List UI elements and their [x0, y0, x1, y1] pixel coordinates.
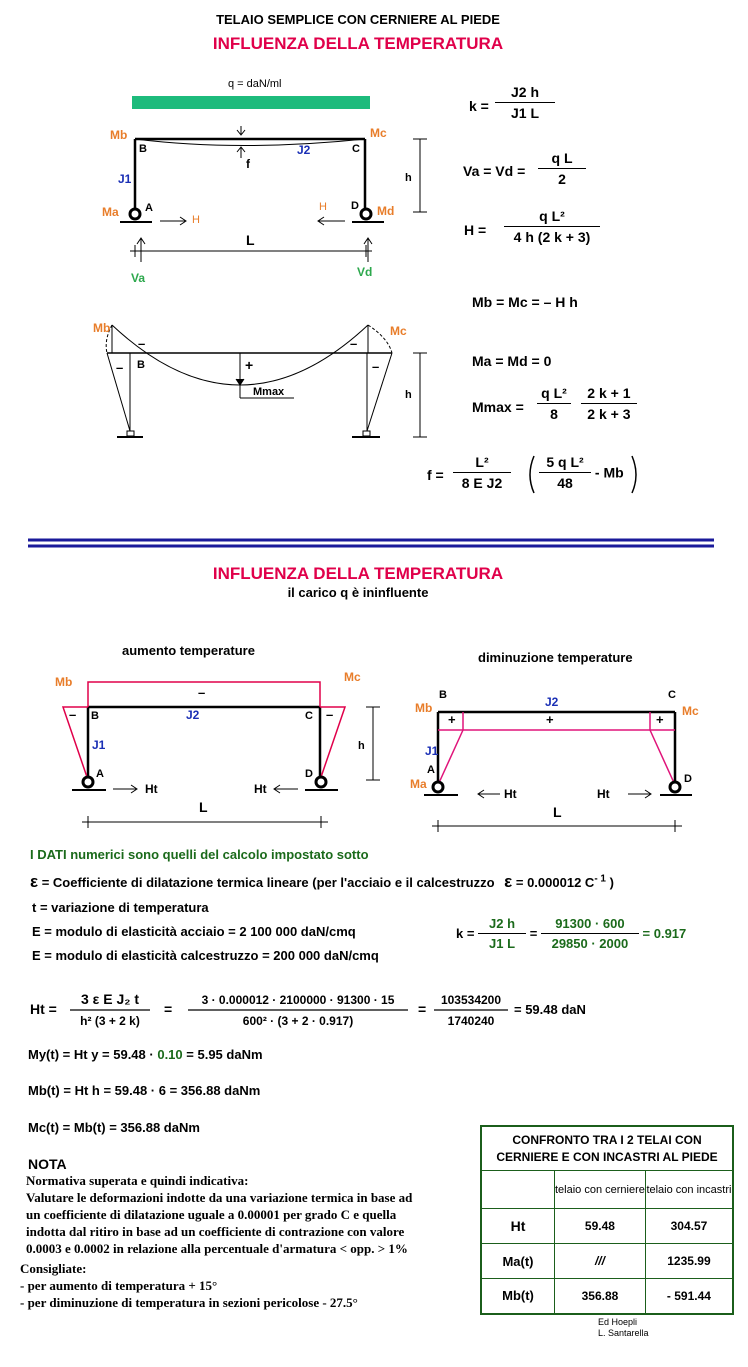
- e-acciaio: E = modulo di elasticità acciaio = 2 100 000 daN/cmq: [32, 924, 356, 939]
- m-minus-1: –: [138, 336, 146, 351]
- table-cell: 59.48: [555, 1209, 646, 1244]
- t-right-mc: Mc: [682, 704, 699, 718]
- m-label-mb: Mb: [93, 321, 111, 335]
- va-lhs: Va = Vd =: [463, 163, 526, 179]
- table-cell: 1235.99: [645, 1244, 733, 1279]
- f-formula: $\frac{\text{L²}}{\text{8 E J2}}$: [453, 454, 511, 491]
- row-label: Mb(t): [481, 1279, 555, 1314]
- ht-num2: 3 · 0.000012 · 2100000 · 91300 · 15: [201, 993, 395, 1007]
- table-cell: 356.88: [555, 1279, 646, 1314]
- ht-den: h² (3 + 2 k): [80, 1014, 140, 1028]
- label-j2: J2: [297, 143, 311, 157]
- mc-line: Mc(t) = Mb(t) = 356.88 daNm: [28, 1120, 200, 1135]
- label-h-right: H: [319, 201, 327, 213]
- f-lhs: f =: [427, 467, 444, 483]
- ht-den2: 600² · (3 + 2 · 0.917): [242, 1014, 354, 1028]
- label-j1: J1: [118, 172, 132, 186]
- footer-credit: Ed Hoepli L. Santarella: [598, 1317, 649, 1338]
- section-title-2: INFLUENZA DELLA TEMPERATURA: [212, 564, 504, 583]
- m-label-mc: Mc: [390, 324, 407, 338]
- epsilon-line: ε = Coefficiente di dilatazione termica lineare (per l'acciaio e il calcestruzzo ε = 0.000012 $C^{- 1}$ ): [30, 872, 614, 891]
- page-title: TELAIO SEMPLICE CON CERNIERE AL PIEDE: [216, 12, 500, 27]
- table-cell: ///: [555, 1244, 646, 1279]
- t-right-plus-r: +: [656, 712, 664, 727]
- k-numeric: k = $\frac{J2 h}{J1 L}$ = $\frac{91300 \cdot 600}{29850 \cdot 2000}$ = 0.917: [456, 916, 687, 951]
- t-left-l: L: [199, 799, 208, 815]
- t-left-minus-l: –: [69, 707, 77, 722]
- hinge-d: [361, 209, 371, 219]
- t-right-j2: J2: [545, 695, 559, 709]
- t-right-ht2: Ht: [597, 787, 610, 801]
- t-right-b: B: [439, 689, 447, 701]
- row-label: Ht: [481, 1209, 555, 1244]
- right-frame-title: diminuzione temperature: [478, 650, 633, 665]
- m-label-mmax: Mmax: [253, 386, 285, 398]
- label-mb: Mb: [110, 128, 128, 142]
- label-h-left: H: [192, 214, 200, 226]
- nota-title: NOTA: [28, 1156, 67, 1172]
- t-left-mb: Mb: [55, 675, 73, 689]
- t-right-plus-l: +: [448, 712, 456, 727]
- ht-result: = 59.48 daN: [514, 1002, 586, 1017]
- t-right-ma: Ma: [410, 777, 427, 791]
- ht-lhs: Ht =: [30, 1001, 57, 1017]
- t-right-plus-m: +: [546, 712, 554, 727]
- f-inner: $\frac{\text{5 q L²}}{48}$ - Mb: [539, 454, 624, 491]
- t-left-b: B: [91, 710, 99, 722]
- mb-line: Mb(t) = Ht h = 59.48 · 6 = 356.88 daNm: [28, 1083, 261, 1098]
- label-mc: Mc: [370, 126, 387, 140]
- t-left-d: D: [305, 768, 313, 780]
- t-left-minus-top: –: [198, 685, 206, 700]
- nota-body: Normativa superata e quindi indicativa: Valutare le deformazioni indotte da una variazione termica in base ad un coefficiente di dilatazione uguale a 0.00001 per grado C e quella indotta dal ritiro in base ad un coefficiente di contrazione con valore 0.0003 e 0.0002 in relazione alla percentuale d'armatura < opp. > 1%: [26, 1173, 413, 1256]
- ht-num: 3 ε E J₂ t: [81, 991, 139, 1007]
- h-lhs: H =: [464, 222, 487, 238]
- label-a: A: [145, 202, 153, 214]
- label-c: C: [352, 143, 360, 155]
- t-left-ht2: Ht: [254, 782, 267, 796]
- label-ma: Ma: [102, 205, 119, 219]
- t-left-j2: J2: [186, 708, 200, 722]
- mmax-lhs: Mmax =: [472, 399, 524, 415]
- t-right-a: A: [427, 764, 435, 776]
- t-right-ht1: Ht: [504, 787, 517, 801]
- t-left-c: C: [305, 710, 313, 722]
- m-minus-4: –: [372, 359, 380, 374]
- hinge-a: [130, 209, 140, 219]
- k-lhs: k =: [469, 98, 489, 114]
- row-label: Ma(t): [481, 1244, 555, 1279]
- ma-md-formula: Ma = Md = 0: [472, 353, 552, 369]
- t-left-minus-r: –: [326, 707, 334, 722]
- label-d: D: [351, 200, 359, 212]
- e-calcestruzzo: E = modulo di elasticità calcestruzzo = 200 000 daN/cmq: [32, 948, 379, 963]
- table-title: CONFRONTO TRA I 2 TELAI CON CERNIERE E CON INCASTRI AL PIEDE: [481, 1126, 733, 1171]
- t-right-c: C: [668, 689, 676, 701]
- label-h: h: [405, 172, 412, 184]
- t-definition: t = variazione di temperatura: [32, 900, 209, 915]
- t-left-ht1: Ht: [145, 782, 158, 796]
- section-subtitle-2: il carico q è ininfluente: [287, 585, 429, 600]
- consigliate: Consigliate: - per aumento di temperatura + 15° - per diminuzione di temperatura in sezioni pericolose - 27.5°: [20, 1261, 358, 1310]
- m-label-b: B: [137, 359, 145, 371]
- distributed-load-bar: [132, 96, 370, 109]
- label-md: Md: [377, 204, 395, 218]
- table-cell: - 591.44: [645, 1279, 733, 1314]
- t-right-mb: Mb: [415, 701, 433, 715]
- label-f: f: [246, 157, 250, 171]
- table-cell: 304.57: [645, 1209, 733, 1244]
- section-title-1: INFLUENZA DELLA TEMPERATURA: [212, 34, 504, 53]
- t-left-a: A: [96, 768, 104, 780]
- label-l: L: [246, 232, 255, 248]
- my-line: My(t) = Ht y = 59.48 · 0.10 = 5.95 daNm: [28, 1047, 263, 1062]
- load-label: q = daN/ml: [228, 78, 282, 90]
- m-plus: +: [245, 357, 254, 373]
- t-right-d: D: [684, 773, 692, 785]
- label-vd: Vd: [357, 265, 373, 279]
- data-intro: I DATI numerici sono quelli del calcolo impostato sotto: [30, 847, 369, 862]
- label-va: Va: [131, 271, 146, 285]
- m-minus-3: –: [116, 360, 124, 375]
- label-b: B: [139, 143, 147, 155]
- left-frame-title: aumento temperature: [122, 643, 255, 658]
- col-cerniere: telaio con cerniere: [555, 1171, 646, 1209]
- t-right-l: L: [553, 804, 562, 820]
- mb-mc-formula: Mb = Mc = – H h: [472, 294, 578, 310]
- ht-num3: 103534200: [440, 993, 502, 1007]
- t-left-h: h: [358, 740, 365, 752]
- m-label-h: h: [405, 389, 412, 401]
- va-formula: $\frac{\text{q L}}{2}$: [538, 150, 586, 187]
- k-formula: $\frac{J2 h}{J1 L}$: [495, 84, 555, 121]
- mmax-formula: $\frac{\text{q L²}}{8}$ $\frac{2 k + 1}{2 k + 3}$: [537, 385, 637, 422]
- ht-den3: 1740240: [447, 1014, 495, 1028]
- m-minus-2: –: [350, 336, 358, 351]
- h-formula: $\frac{\text{q L²}}{4 h (2 k + 3)}$: [504, 208, 600, 245]
- t-right-j1: J1: [425, 744, 439, 758]
- t-left-j1: J1: [92, 738, 106, 752]
- t-left-mc: Mc: [344, 670, 361, 684]
- col-incastri: telaio con incastri: [645, 1171, 733, 1209]
- comparison-table: [480, 1125, 734, 1315]
